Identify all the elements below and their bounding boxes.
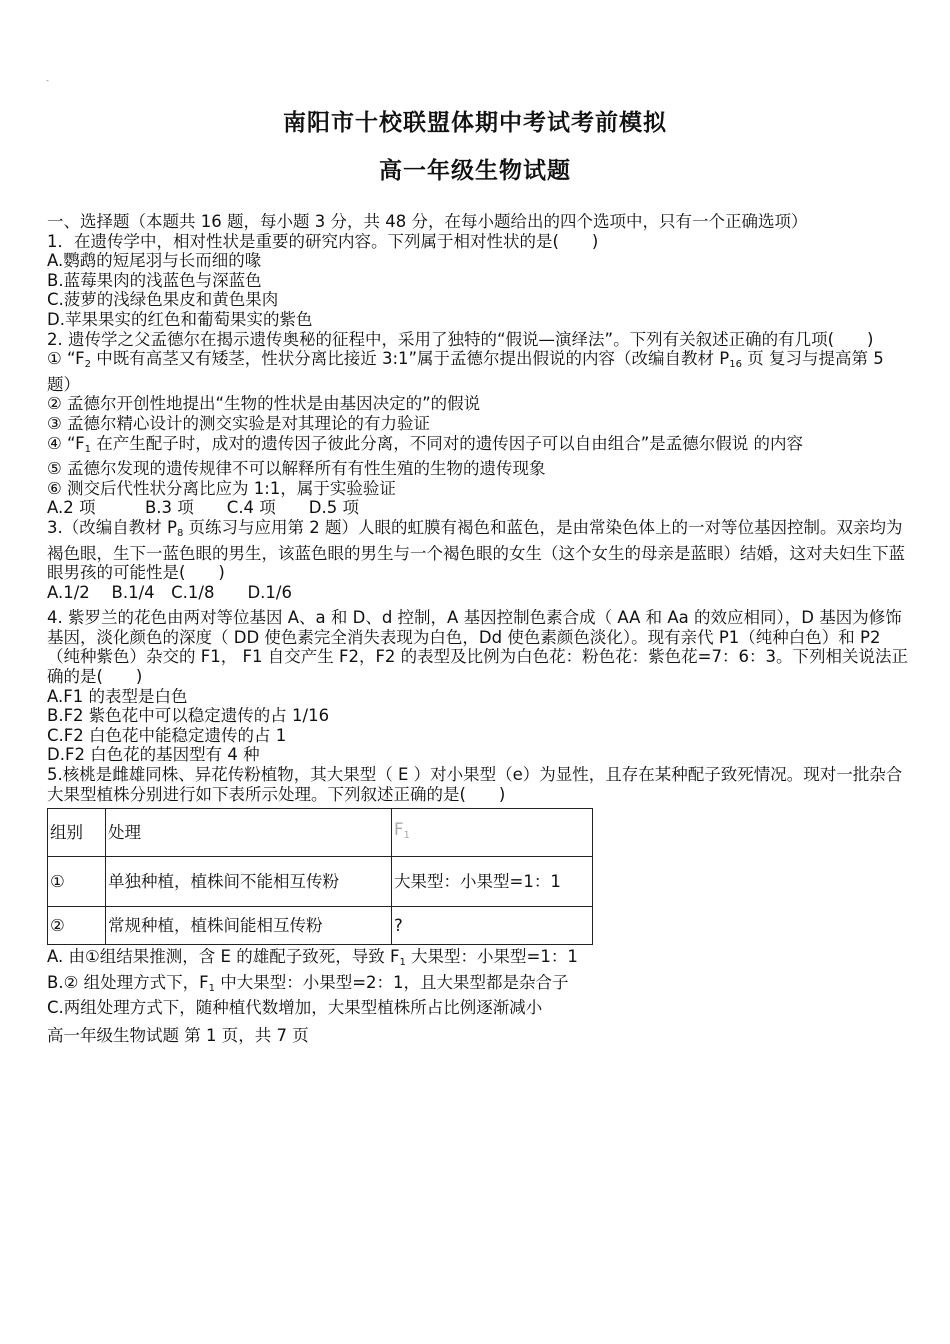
q1-stem: 1．在遗传学中，相对性状是重要的研究内容。下列属于相对性状的是( ) <box>47 231 599 251</box>
exam-title: 南阳市十校联盟体期中考试考前模拟 <box>283 109 667 136</box>
q4-stem: 4. 紫罗兰的花色由两对等位基因 A、a 和 D、d 控制，A 基因控制色素合成（ AA 和 Aa 的效应相同），D 基因为修饰基因，淡化颜色的深度（ DD 使色素完全消失表现为白色，Dd 使色素颜色淡化）。现有亲代 P1（纯种白色）和 P2（纯种紫色）杂交的 F1， F1 自交产生 F2，F2 的表型及比例为白色花：粉色花：紫色花=7：6：3。下列相关说法正确的是( ) <box>47 608 908 687</box>
table-cell-group: ① <box>48 857 106 907</box>
q1-option-b: B.蓝莓果肉的浅蓝色与深蓝色 <box>47 270 262 290</box>
q2-statement-6: ⑥ 测交后代性状分离比应为 1:1，属于实验验证 <box>47 478 396 498</box>
q2-statement-4: ④ “$F_1$ 在产生配子时，成对的遗传因子彼此分离，不同对的遗传因子可以自由组合”是孟德尔假说 的内容 <box>47 433 803 455</box>
q4-option-a: A.F1 的表型是白色 <box>47 686 188 706</box>
table-header-row <box>48 809 593 857</box>
table-row <box>48 857 593 907</box>
q5-option-c: C.两组处理方式下，随种植代数增加，大果型植株所占比例逐渐减小 <box>47 998 543 1018</box>
exam-subtitle: 高一年级生物试题 <box>379 157 571 184</box>
q3-options: A.1/2 B.1/4 C.1/8 D.1/6 <box>47 582 292 602</box>
table-cell-treatment: 常规种植，植株间能相互传粉 <box>106 907 392 945</box>
section-heading: 一、选择题（本题共 16 题，每小题 3 分，共 48 分，在每小题给出的四个选项中，只有一个正确选项） <box>47 212 808 231</box>
q5-table <box>47 808 593 945</box>
q5-option-a: A. 由①组结果推测，含 E 的雄配子致死，导致 $F_1$ 大果型：小果型=1：1 <box>47 947 578 969</box>
q4-option-b: B.F2 紫色花中可以稳定遗传的占 1/16 <box>47 706 330 726</box>
q1-option-c: C.菠萝的浅绿色果皮和黄色果肉 <box>47 290 279 310</box>
table-cell-result: 大果型：小果型=1：1 <box>392 857 593 907</box>
q2-statement-1: ① “$F_2$ 中既有高茎又有矮茎，性状分离比接近 3:1”属于孟德尔提出假说的内容（改编自教材 $P_{16}$ 页 复习与提高第 5 题） <box>47 349 884 394</box>
q2-statement-5: ⑤ 孟德尔发现的遗传规律不可以解释所有有性生殖的生物的遗传现象 <box>47 459 546 479</box>
q5-option-b: B.② 组处理方式下，$F_1$ 中大果型：小果型=2：1，且大果型都是杂合子 <box>47 972 569 994</box>
q1-option-d: D.苹果果实的红色和葡萄果实的紫色 <box>47 309 313 329</box>
q2-statement-2: ② 孟德尔开创性地提出“生物的性状是由基因决定的”的假说 <box>47 394 481 414</box>
q1-option-a: A.鹦鹉的短尾羽与长而细的喙 <box>47 251 262 271</box>
table-row <box>48 907 593 945</box>
q2-stem: 2. 遗传学之父孟德尔在揭示遗传奥秘的征程中，采用了独特的“假说—演绎法”。下列有关叙述正确的有几项( ) <box>47 329 874 349</box>
corner-mark: - <box>46 76 49 85</box>
table-header-group: 组别 <box>48 809 106 857</box>
question-body <box>47 212 912 1046</box>
q4-option-c: C.F2 白色花中能稳定遗传的占 1 <box>47 725 287 745</box>
q2-options: A.2 项 B.3 项 C.4 项 D.5 项 <box>47 498 359 518</box>
page-footer: 高一年级生物试题 第 1 页，共 7 页 <box>47 1026 309 1045</box>
table-cell-group: ② <box>48 907 106 945</box>
table-header-f1: $F_1$ <box>392 809 593 857</box>
q5-stem: 5.核桃是雌雄同株、异花传粉植物，其大果型（ E ）对小果型（e）为显性，且存在某种配子致死情况。现对一批杂合大果型植株分别进行如下表所示处理。下列叙述正确的是( ) <box>47 765 903 804</box>
q4-option-d: D.F2 白色花的基因型有 4 种 <box>47 745 260 765</box>
q3-stem: 3.（改编自教材 $P_8$ 页练习与应用第 2 题）人眼的虹膜有褐色和蓝色，是由常染色体上的一对等位基因控制。双亲均为褐色眼，生下一蓝色眼的男生，该蓝色眼的男生与一个褐色眼的女生（这个女生的母亲是蓝眼）结婚，这对夫妇生下蓝眼男孩的可能性是( ) <box>47 517 905 583</box>
q2-statement-3: ③ 孟德尔精心设计的测交实验是对其理论的有力验证 <box>47 413 431 433</box>
table-cell-treatment: 单独种植，植株间不能相互传粉 <box>106 857 392 907</box>
table-cell-result: ? <box>392 907 593 945</box>
table-header-treatment: 处理 <box>106 809 392 857</box>
